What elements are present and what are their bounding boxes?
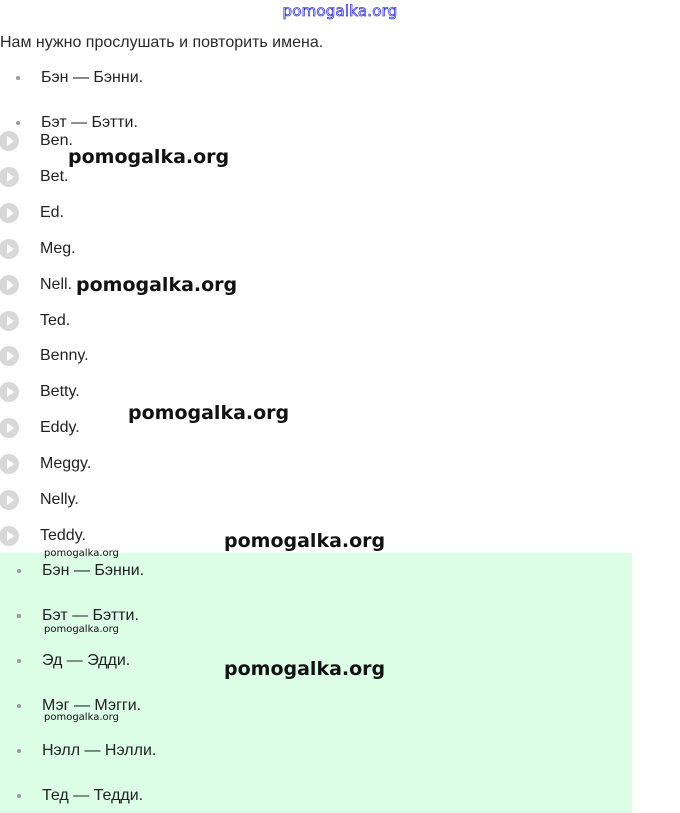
play-icon[interactable]	[0, 203, 19, 223]
play-icon[interactable]	[0, 131, 19, 151]
audio-item[interactable]	[0, 346, 89, 366]
watermark: pomogalka.org	[44, 548, 119, 559]
audio-item[interactable]	[0, 490, 79, 510]
audio-label: Teddy.	[40, 527, 86, 544]
answer-text: Мэг — Мэгги.	[42, 697, 142, 714]
audio-label: Benny.	[40, 347, 89, 364]
watermark: pomogalka.org	[224, 530, 386, 552]
audio-item[interactable]	[0, 203, 64, 223]
audio-label: Ben.	[40, 132, 73, 149]
play-icon[interactable]	[0, 490, 19, 510]
task-item-text: Бэт — Бэтти.	[41, 114, 138, 131]
audio-label: Nelly.	[40, 491, 79, 508]
audio-label: Ed.	[40, 204, 65, 221]
audio-label: Ted.	[40, 312, 71, 329]
audio-label: Nell.	[40, 276, 73, 293]
audio-item[interactable]	[0, 311, 70, 331]
task-list-item	[16, 69, 143, 87]
answer-item	[17, 652, 130, 670]
audio-label: Betty.	[40, 383, 80, 400]
audio-item[interactable]	[0, 275, 72, 295]
audio-item[interactable]	[0, 167, 68, 187]
watermark: pomogalka.org	[44, 624, 119, 635]
play-icon[interactable]	[0, 382, 19, 402]
watermark: pomogalka.org	[224, 658, 386, 680]
audio-item[interactable]	[0, 454, 91, 474]
audio-item[interactable]	[0, 239, 76, 259]
play-icon[interactable]	[0, 418, 19, 438]
task-intro: Нам нужно прослушать и повторить имена.	[0, 34, 324, 51]
audio-label: Meg.	[40, 240, 76, 257]
bullet-icon	[17, 659, 21, 663]
watermark: pomogalka.org	[68, 146, 230, 168]
answer-item	[17, 787, 143, 805]
bullet-icon	[17, 749, 21, 753]
site-header[interactable]: pomogalka.org	[282, 2, 398, 20]
answer-text: Тед — Тедди.	[42, 787, 144, 804]
answer-text: Эд — Эдди.	[42, 652, 131, 669]
audio-item[interactable]	[0, 131, 73, 151]
audio-item[interactable]	[0, 382, 80, 402]
play-icon[interactable]	[0, 311, 19, 331]
answer-text: Нэлл — Нэлли.	[42, 742, 157, 759]
answer-text: Бэт — Бэтти.	[42, 607, 139, 624]
bullet-icon	[17, 569, 21, 573]
watermark: pomogalka.org	[76, 274, 238, 296]
bullet-icon	[16, 76, 20, 80]
play-icon[interactable]	[0, 454, 19, 474]
bullet-icon	[17, 614, 21, 618]
play-icon[interactable]	[0, 167, 19, 187]
audio-label: Meggy.	[40, 455, 92, 472]
audio-item[interactable]	[0, 418, 80, 438]
answer-box	[0, 553, 632, 813]
watermark: pomogalka.org	[44, 712, 119, 723]
bullet-icon	[17, 794, 21, 798]
answer-item	[17, 607, 139, 625]
play-icon[interactable]	[0, 239, 19, 259]
audio-label: Bet.	[40, 168, 69, 185]
bullet-icon	[16, 121, 20, 125]
bullet-icon	[17, 704, 21, 708]
answer-item	[17, 562, 144, 580]
play-icon[interactable]	[0, 275, 19, 295]
answer-item	[17, 742, 156, 760]
task-item-text: Бэн — Бэнни.	[41, 69, 144, 86]
audio-label: Eddy.	[40, 419, 80, 436]
play-icon[interactable]	[0, 346, 19, 366]
clipped-list-item	[0, 110, 300, 131]
play-icon[interactable]	[0, 526, 19, 546]
watermark: pomogalka.org	[128, 402, 290, 424]
task-list-item	[16, 114, 138, 132]
answer-text: Бэн — Бэнни.	[42, 562, 145, 579]
audio-item[interactable]	[0, 526, 86, 546]
